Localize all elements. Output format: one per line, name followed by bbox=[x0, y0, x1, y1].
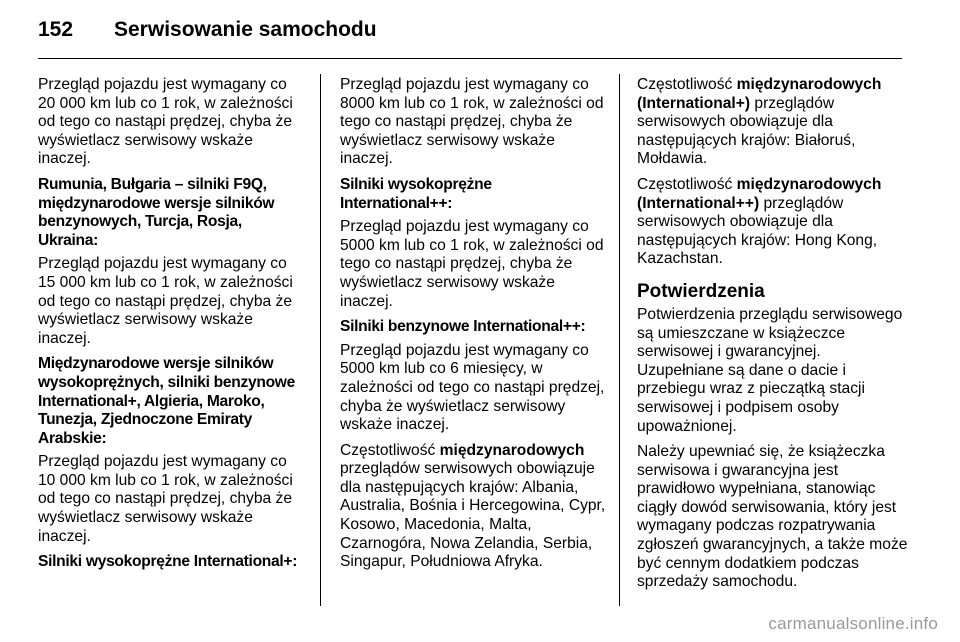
subheading: Rumunia, Bułgaria – silniki F9Q, międzynarodowe wersje silników benzynowych, Turcja, Rosja, Ukraina: bbox=[38, 175, 275, 249]
text: przeglądów serwisowych obowiązuje dla następujących krajów: Hong Kong, Kazachstan. bbox=[637, 194, 878, 268]
text: przeglądów serwisowych obowiązuje dla następujących krajów: Albania, Australia, Bośnia i Hercegowina, Cypr, Kosowo, Macedonia, Malta, Czarnogóra, Nowa Zelandia, Serbia, Singapur, Południowa Afryka. bbox=[340, 460, 606, 571]
paragraph: Przegląd pojazdu jest wymagany co 8000 km lub co 1 rok, w zależności od tego co nastąpi prędzej, chyba że wyświetlacz serwisowy wskaże inaczej. bbox=[340, 76, 604, 168]
emphasis: międzynarodowych bbox=[439, 441, 585, 459]
paragraph: Przegląd pojazdu jest wymagany co 5000 km lub co 6 miesięcy, w zależności od tego co nastąpi prędzej, chyba że wyświetlacz serwisowy wskaże inaczej. bbox=[340, 341, 605, 434]
section-title: Serwisowanie samochodu bbox=[114, 18, 377, 41]
column-1 bbox=[38, 76, 304, 577]
watermark: carmanualsonline.info bbox=[768, 614, 938, 633]
subheading: Silniki wysokoprężne International++: bbox=[340, 175, 492, 212]
subheading: Międzynarodowe wersje silników wysokoprężnych, silniki benzynowe International+, Algieria, Maroko, Tunezja, Zjednoczone Emiraty Arabskie: bbox=[38, 355, 295, 447]
subheading: Silniki benzynowe International++: bbox=[340, 318, 586, 336]
paragraph bbox=[340, 442, 606, 572]
paragraph: Przegląd pojazdu jest wymagany co 10 000 km lub co 1 rok, w zależności od tego co nastąpi prędzej, chyba że wyświetlacz serwisowy wskaże inaczej. bbox=[38, 453, 293, 545]
subheading: Silniki wysokoprężne International+: bbox=[38, 553, 298, 571]
column-divider bbox=[320, 74, 321, 606]
paragraph: Przegląd pojazdu jest wymagany co 5000 km lub co 1 rok, w zależności od tego co nastąpi prędzej, chyba że wyświetlacz serwisowy wskaże inaczej. bbox=[340, 218, 604, 310]
emphasis: międzynarodowych (International+) bbox=[637, 76, 882, 112]
section-heading: Potwierdzenia bbox=[637, 280, 765, 302]
text: przeglądów serwisowych obowiązuje dla następujących krajów: Białoruś, Mołdawia. bbox=[637, 94, 856, 168]
column-2 bbox=[340, 76, 606, 579]
paragraph: Należy upewniać się, że książeczka serwisowa i gwarancyjna jest prawidłowo wypełniana, stanowiąc ciągły dowód serwisowania, który jest wymagany podczas rozpatrywania zgłoszeń gwarancyjnych, a także może być cennym dodatkiem podczas sprzedaży samochodu. bbox=[637, 443, 908, 591]
text: Częstotliwość bbox=[637, 175, 737, 193]
text: Częstotliwość bbox=[637, 76, 737, 93]
paragraph bbox=[637, 76, 909, 169]
column-3 bbox=[637, 76, 909, 599]
page-number: 152 bbox=[38, 18, 74, 41]
emphasis: międzynarodowych (International++) bbox=[637, 175, 882, 212]
text: Częstotliwość bbox=[340, 441, 440, 459]
column-divider bbox=[619, 74, 620, 606]
paragraph: Przegląd pojazdu jest wymagany co 15 000 km lub co 1 rok, w zależności od tego co nastąpi prędzej, chyba że wyświetlacz serwisowy wskaże inaczej. bbox=[38, 255, 293, 347]
paragraph: Potwierdzenia przeglądu serwisowego są umieszczane w książeczce serwisowej i gwarancyjnej. Uzupełniane są dane o dacie i przebiegu wraz z pieczątką stacji serwisowej i podpisem osoby upoważnionej. bbox=[637, 305, 903, 435]
header-rule bbox=[38, 58, 902, 59]
page-header bbox=[38, 18, 902, 48]
paragraph bbox=[637, 176, 909, 269]
paragraph: Przegląd pojazdu jest wymagany co 20 000 km lub co 1 rok, w zależności od tego co nastąpi prędzej, chyba że wyświetlacz serwisowy wskaże inaczej. bbox=[38, 76, 293, 168]
